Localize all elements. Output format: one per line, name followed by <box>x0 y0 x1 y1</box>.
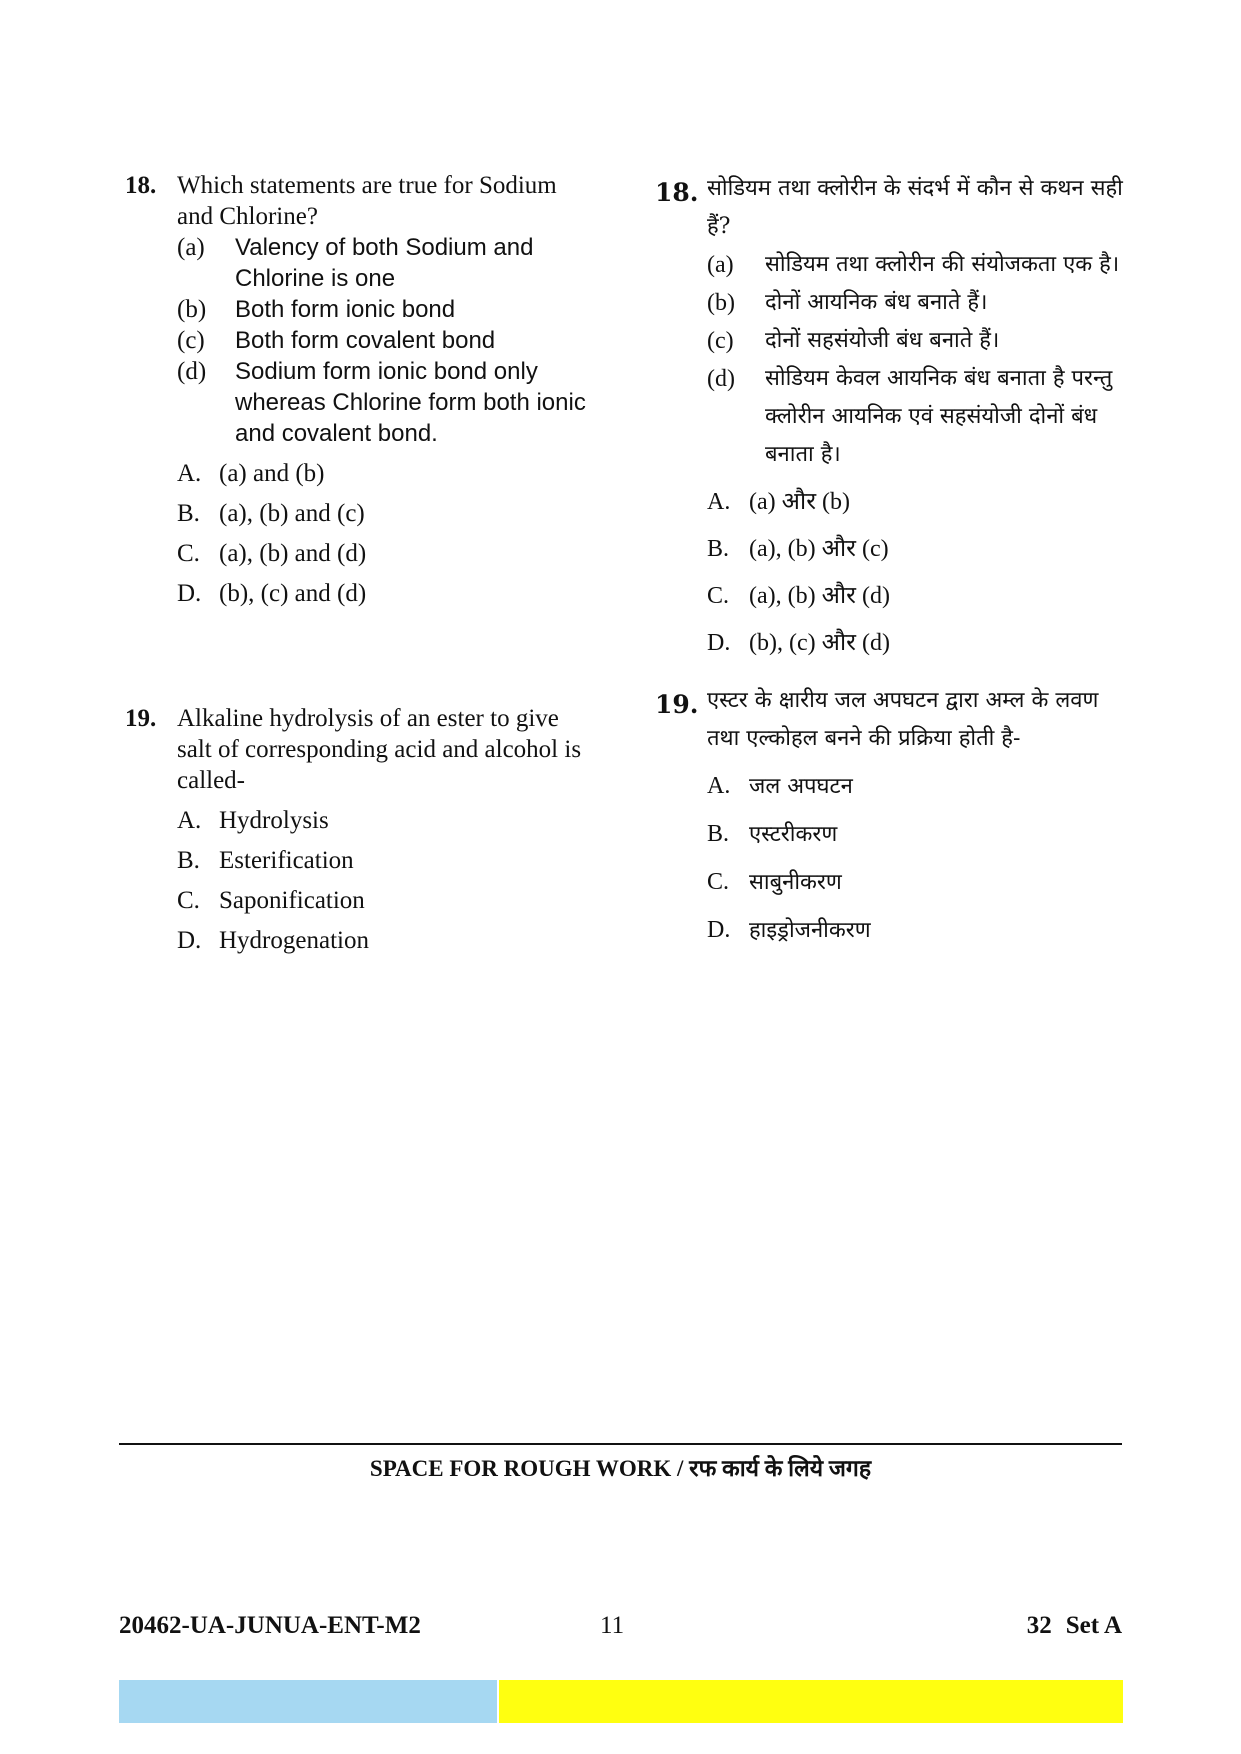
option-text: (a) और (b) <box>749 489 850 515</box>
statement-text: सोडियम केवल आयनिक बंध बनाता है परन्तु क्लोरीन आयनिक एवं सहसंयोजी दोनों बंध बनाता है। <box>765 366 1113 467</box>
statement-label: (a) <box>177 234 205 261</box>
statement <box>707 284 1125 322</box>
set-number: 32 <box>1026 1612 1052 1639</box>
statement-text: दोनों सहसंयोजी बंध बनाते हैं। <box>765 328 1000 353</box>
question-number: 18. <box>125 172 157 199</box>
statement-label: (d) <box>177 358 207 385</box>
option-text: जल अपघटन <box>749 774 853 799</box>
option-label: C. <box>707 583 730 609</box>
option-text: (a), (b) and (d) <box>219 540 367 567</box>
option-text: (a), (b) और (d) <box>749 583 890 609</box>
statement-label: (c) <box>177 327 205 354</box>
option-label: C. <box>177 887 200 914</box>
statement-list <box>707 246 1125 474</box>
statement <box>177 294 595 325</box>
option-c <box>177 885 595 916</box>
option-b <box>707 815 1125 854</box>
statement-list <box>177 232 595 449</box>
option-label: D. <box>177 580 202 607</box>
question-18-hi <box>655 170 1125 662</box>
option-label: B. <box>707 821 730 847</box>
statement-text: Valency of both Sodium and Chlorine is one <box>235 234 534 292</box>
option-label: D. <box>707 917 731 943</box>
statement <box>177 356 595 449</box>
statement <box>707 246 1125 284</box>
option-label: B. <box>177 847 200 874</box>
color-bar-blue <box>119 1680 497 1723</box>
option-d <box>177 578 595 609</box>
statement-label: (a) <box>707 252 734 278</box>
question-18-en <box>125 170 595 609</box>
option-c <box>177 538 595 569</box>
option-a <box>177 458 595 489</box>
option-text: (b), (c) and (d) <box>219 580 367 607</box>
rough-work-heading: SPACE FOR ROUGH WORK / रफ कार्य के लिये जगह <box>369 1456 872 1481</box>
hindi-column <box>655 170 1125 950</box>
option-b <box>707 530 1125 568</box>
option-text: एस्टरीकरण <box>749 822 838 847</box>
statement <box>177 325 595 356</box>
option-d <box>177 925 595 956</box>
option-text: हाइड्रोजनीकरण <box>749 918 871 943</box>
statement-label: (c) <box>707 328 734 354</box>
option-a <box>707 767 1125 806</box>
question-19-hi <box>655 682 1125 950</box>
set-label <box>1027 1612 1122 1640</box>
paper-code: 20462-UA-JUNUA-ENT-M2 <box>119 1612 421 1639</box>
option-c <box>707 577 1125 615</box>
statement-label: (d) <box>707 366 735 392</box>
page-number: 11 <box>600 1612 625 1639</box>
statement-text: Both form covalent bond <box>235 327 496 354</box>
option-d <box>707 624 1125 662</box>
option-label: B. <box>177 500 200 527</box>
option-list <box>177 458 595 609</box>
question-text: एस्टर के क्षारीय जल अपघटन द्वारा अम्ल के लवण तथा एल्कोहल बनने की प्रक्रिया होती है- <box>707 688 1099 751</box>
statement <box>177 232 595 294</box>
option-d <box>707 911 1125 950</box>
question-text: सोडियम तथा क्लोरीन के संदर्भ में कौन से कथन सही हैं? <box>707 176 1123 239</box>
option-text: Esterification <box>219 847 354 874</box>
statement-label: (b) <box>177 296 207 323</box>
option-label: A. <box>177 460 202 487</box>
option-text: (b), (c) और (d) <box>749 630 890 656</box>
option-label: A. <box>707 489 731 515</box>
question-number: 19. <box>655 690 699 719</box>
statement-text: Both form ionic bond <box>235 296 456 323</box>
option-label: D. <box>177 927 202 954</box>
option-text: (a), (b) and (c) <box>219 500 365 527</box>
option-a <box>177 805 595 836</box>
option-label: A. <box>177 807 202 834</box>
option-b <box>177 845 595 876</box>
question-number: 19. <box>125 705 157 732</box>
statement <box>707 360 1125 474</box>
option-label: B. <box>707 536 730 562</box>
question-text: Which statements are true for Sodium and Chlorine? <box>177 172 557 230</box>
option-a <box>707 483 1125 521</box>
color-bar-yellow <box>499 1680 1123 1723</box>
option-label: C. <box>707 869 730 895</box>
set-name: Set A <box>1065 1612 1122 1639</box>
option-text: Hydrolysis <box>219 807 329 834</box>
option-b <box>177 498 595 529</box>
option-label: A. <box>707 773 731 799</box>
option-text: साबुनीकरण <box>749 870 842 895</box>
statement-text: दोनों आयनिक बंध बनाते हैं। <box>765 290 988 315</box>
statement-text: सोडियम तथा क्लोरीन की संयोजकता एक है। <box>765 252 1120 277</box>
english-column <box>125 170 595 956</box>
statement-label: (b) <box>707 290 735 316</box>
question-number: 18. <box>655 178 699 207</box>
option-list <box>707 483 1125 662</box>
option-list <box>177 805 595 956</box>
statement-text: Sodium form ionic bond only whereas Chlorine form both ionic and covalent bond. <box>235 358 586 447</box>
option-label: C. <box>177 540 200 567</box>
option-text: Saponification <box>219 887 365 914</box>
statement <box>707 322 1125 360</box>
option-text: (a), (b) और (c) <box>749 536 889 562</box>
option-c <box>707 863 1125 902</box>
option-text: Hydrogenation <box>219 927 369 954</box>
question-text: Alkaline hydrolysis of an ester to give salt of corresponding acid and alcohol is called- <box>177 705 582 794</box>
option-list <box>707 767 1125 950</box>
option-label: D. <box>707 630 731 656</box>
option-text: (a) and (b) <box>219 460 325 487</box>
rough-work-divider <box>119 1443 1122 1445</box>
question-19-en <box>125 703 595 956</box>
